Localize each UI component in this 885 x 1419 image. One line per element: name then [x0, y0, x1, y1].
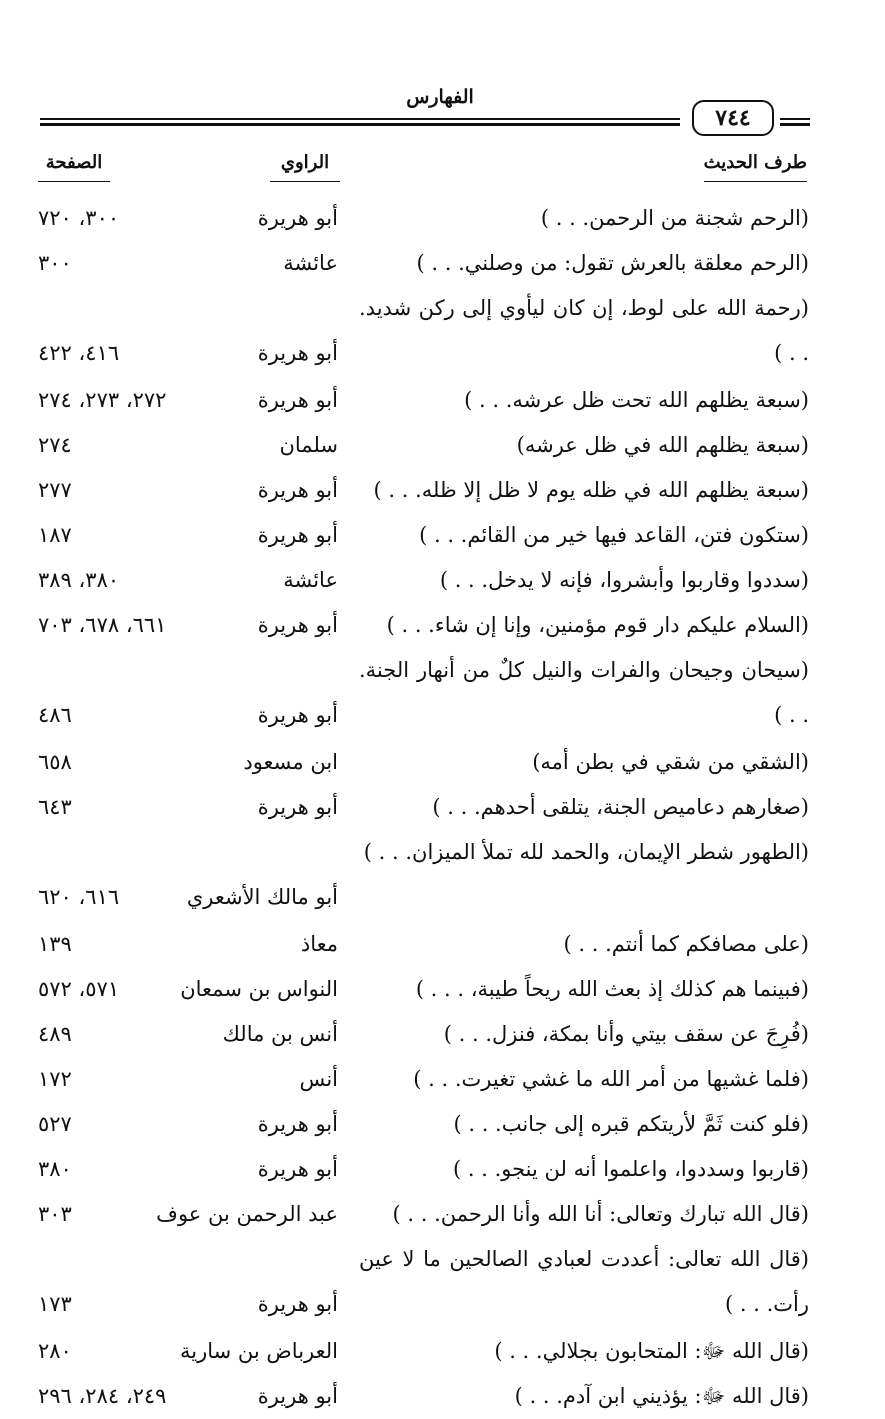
column-header-pages-label: الصفحة — [45, 152, 103, 173]
index-table — [0, 196, 885, 1419]
narrator: عائشة — [283, 568, 338, 592]
table-row — [0, 241, 885, 286]
hadith-text: (سبعة يظلهم الله تحت ظل عرشه. . . ) — [464, 388, 809, 412]
narrator: العرباض بن سارية — [179, 1339, 338, 1363]
column-header-pages — [38, 150, 110, 176]
page-refs: ٣٠٠ — [38, 251, 72, 275]
hadith-text: (الطهور شطر الإيمان، والحمد لله تملأ الميزان. . . ) — [363, 840, 809, 864]
hadith-text: (سددوا وقاربوا وأبشروا، فإنه لا يدخل. . . ) — [439, 568, 809, 592]
hadith-text: (فلما غشيها من أمر الله ما غشي تغيرت. . . ) — [413, 1067, 809, 1091]
narrator: أبو هريرة — [257, 388, 338, 412]
table-row — [0, 967, 885, 1012]
hadith-text: (السلام عليكم دار قوم مؤمنين، وإنا إن شاء. . . ) — [386, 613, 809, 637]
running-title: الفهارس — [406, 86, 474, 108]
header-rule — [780, 123, 810, 126]
table-row — [0, 1374, 885, 1419]
page-refs: ١٣٩ — [38, 932, 72, 956]
hadith-text: (فُرِجَ عن سقف بيتي وأنا بمكة، فنزل. . . ) — [443, 1022, 809, 1046]
column-header-underline — [704, 181, 807, 183]
page-refs: ٦٥٨ — [38, 750, 72, 774]
hadith-text: (سبعة يظلهم الله في ظله يوم لا ظل إلا ظله. . . ) — [373, 478, 809, 502]
header-rule — [40, 123, 680, 126]
page-refs: ٤٨٩ — [38, 1022, 72, 1046]
hadith-text: (صغارهم دعاميص الجنة، يتلقى أحدهم. . . ) — [432, 795, 809, 819]
narrator: أنس بن مالك — [222, 1022, 338, 1046]
page-refs: ٢٧٢، ٢٧٣، ٢٧٤ — [38, 388, 167, 412]
table-row — [0, 785, 885, 830]
table-row — [0, 1057, 885, 1102]
narrator: أبو هريرة — [257, 1384, 338, 1408]
narrator: أبو هريرة — [257, 1112, 338, 1136]
table-row — [0, 1147, 885, 1192]
hadith-text: (قاربوا وسددوا، واعلموا أنه لن ينجو. . . ) — [453, 1157, 809, 1181]
table-row — [0, 378, 885, 423]
hadith-text: (قال الله تعالى: أعددت لعبادي الصالحين ما لا عين رأت. . . ) — [359, 1247, 809, 1316]
hadith-text: (الرحم شجنة من الرحمن. . . ) — [540, 206, 809, 230]
hadith-text: (قال الله ﷻ: المتحابون بجلالي. . . ) — [494, 1339, 809, 1363]
table-row — [0, 1102, 885, 1147]
table-row — [0, 196, 885, 241]
table-row — [0, 1012, 885, 1057]
hadith-text: (قال الله ﷻ: يؤذيني ابن آدم. . . ) — [514, 1384, 809, 1408]
hadith-text: (رحمة الله على لوط، إن كان ليأوي إلى ركن شديد. . . ) — [359, 296, 809, 365]
header-rule — [780, 118, 810, 120]
page-refs: ٦١٦، ٦٢٠ — [38, 885, 120, 909]
table-row — [0, 648, 885, 740]
narrator: أبو هريرة — [257, 523, 338, 547]
page-refs: ٣٨٠ — [38, 1157, 72, 1181]
table-row — [0, 513, 885, 558]
page-refs: ٢٨٠ — [38, 1339, 72, 1363]
narrator: أبو هريرة — [257, 478, 338, 502]
hadith-text: (على مصافكم كما أنتم. . . ) — [563, 932, 809, 956]
column-header-underline — [270, 181, 340, 183]
page-refs: ٢٤٩، ٢٨٤، ٢٩٦ — [38, 1384, 167, 1408]
page-refs: ١٨٧ — [38, 523, 72, 547]
hadith-text: (فبينما هم كذلك إذ بعث الله ريحاً طيبة، . . . ) — [415, 977, 809, 1001]
narrator: سلمان — [279, 433, 338, 457]
table-row — [0, 423, 885, 468]
table-row — [0, 603, 885, 648]
column-header-rawi-label: الراوي — [280, 152, 330, 173]
page-refs: ٥٢٧ — [38, 1112, 72, 1136]
table-row — [0, 468, 885, 513]
page-refs: ١٧٣ — [38, 1292, 72, 1316]
narrator: أنس — [299, 1067, 338, 1091]
page-refs: ٤١٦، ٤٢٢ — [38, 341, 120, 365]
narrator: ابن مسعود — [243, 750, 338, 774]
page-refs: ٥٧١، ٥٧٢ — [38, 977, 120, 1001]
table-row — [0, 830, 885, 922]
narrator: معاذ — [300, 932, 338, 956]
narrator: أبو هريرة — [257, 206, 338, 230]
header-rule — [40, 118, 680, 120]
page-refs: ٦٤٣ — [38, 795, 72, 819]
table-row — [0, 558, 885, 603]
table-row — [0, 1192, 885, 1237]
table-row — [0, 1237, 885, 1329]
page-refs: ٤٨٦ — [38, 703, 72, 727]
narrator: أبو هريرة — [257, 1157, 338, 1181]
narrator: عائشة — [283, 251, 338, 275]
hadith-text: (ستكون فتن، القاعد فيها خير من القائم. . . ) — [419, 523, 809, 547]
page-refs: ٢٧٧ — [38, 478, 72, 502]
hadith-text: (الرحم معلقة بالعرش تقول: من وصلني. . . ) — [416, 251, 809, 275]
narrator: أبو هريرة — [257, 795, 338, 819]
hadith-text: (الشقي من شقي في بطن أمه) — [532, 750, 809, 774]
page-number: ٧٤٤ — [692, 100, 774, 136]
narrator: أبو هريرة — [257, 341, 338, 365]
hadith-text: (قال الله تبارك وتعالى: أنا الله وأنا الرحمن. . . ) — [392, 1202, 809, 1226]
column-header-rawi — [270, 150, 340, 176]
narrator: أبو هريرة — [257, 703, 338, 727]
page-refs: ٢٧٤ — [38, 433, 72, 457]
hadith-text: (فلو كنت ثَمَّ لأريتكم قبره إلى جانب. . . ) — [453, 1112, 809, 1136]
narrator: أبو هريرة — [257, 1292, 338, 1316]
hadith-text: (سيحان وجيحان والفرات والنيل كلٌ من أنهار الجنة. . . ) — [359, 658, 809, 727]
narrator: النواس بن سمعان — [180, 977, 338, 1001]
narrator: أبو مالك الأشعري — [186, 885, 338, 909]
column-header-underline — [38, 181, 110, 183]
narrator: أبو هريرة — [257, 613, 338, 637]
column-header-hadith-label: طرف الحديث — [703, 152, 807, 173]
page-refs: ٣٠٠، ٧٢٠ — [38, 206, 120, 230]
page-refs: ٣٨٠، ٣٨٩ — [38, 568, 120, 592]
page-refs: ١٧٢ — [38, 1067, 72, 1091]
narrator: عبد الرحمن بن عوف — [156, 1202, 338, 1226]
table-row — [0, 740, 885, 785]
page-refs: ٦٦١، ٦٧٨، ٧٠٣ — [38, 613, 167, 637]
page-refs: ٣٠٣ — [38, 1202, 72, 1226]
hadith-text: (سبعة يظلهم الله في ظل عرشه) — [516, 433, 809, 457]
table-row — [0, 286, 885, 378]
table-row — [0, 922, 885, 967]
table-row — [0, 1329, 885, 1374]
column-header-hadith — [704, 150, 807, 176]
